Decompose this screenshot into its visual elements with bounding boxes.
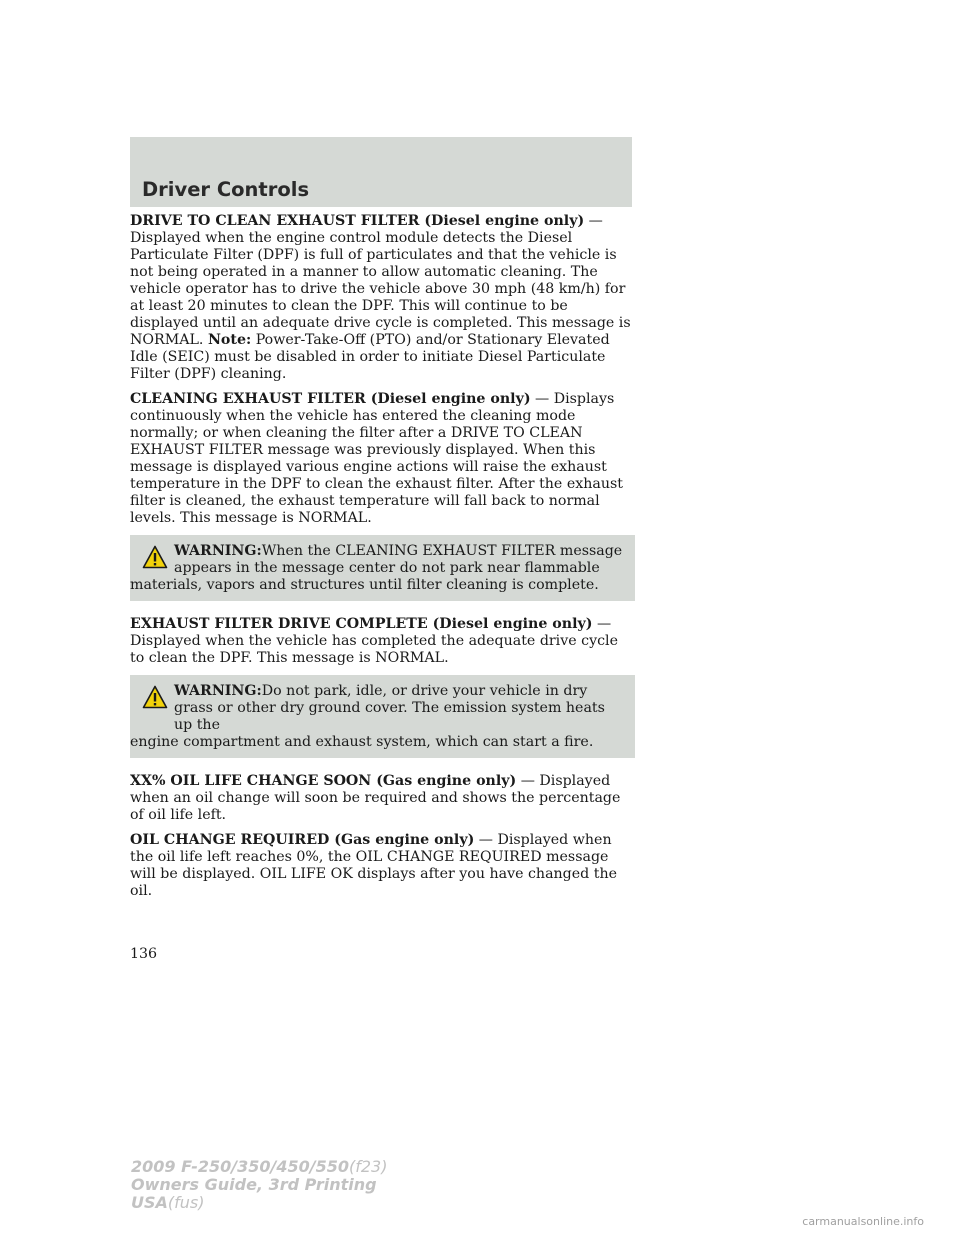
message-body: — Displayed when the engine control module detects the Diesel Particulate Filter (DPF) is full of particulates and that the vehicle is not being operated in a manner to allow automatic cleaning. The vehicle operator has to drive the vehicle above 30 mph (48 km/h) for at least 20 minutes to clean the DPF. This will continue to be displayed until an adequate drive cycle is completed. This message is NORMAL.	[130, 213, 631, 348]
warning-box	[130, 675, 635, 758]
warning-text-continued: engine compartment and exhaust system, which can start a fire.	[130, 734, 594, 750]
page-number: 136	[130, 946, 158, 962]
footer-model-code: (f23)	[349, 1157, 388, 1176]
message-body: — Displayed when the oil life left reaches 0%, the OIL CHANGE REQUIRED message will be displayed. OIL LIFE OK displays after you have changed the oil.	[130, 832, 617, 899]
paragraph-oil-life-soon	[130, 773, 635, 824]
footer-region: USA	[131, 1193, 168, 1212]
message-body: — Displayed when the vehicle has completed the adequate drive cycle to clean the DPF. This message is NORMAL.	[130, 616, 618, 666]
section-title: Driver Controls	[142, 178, 310, 201]
warning-label: WARNING:	[174, 683, 262, 699]
paragraph-oil-change-required	[130, 832, 635, 900]
warning-triangle-icon	[142, 685, 168, 709]
message-body: — Displays continuously when the vehicle has entered the cleaning mode normally; or when cleaning the filter after a DRIVE TO CLEAN EXHAUST FILTER message was previously displayed. When this message is displayed various engine actions will raise the exhaust temperature in the DPF to clean the exhaust filter. After the exhaust filter is cleaned, the exhaust temperature will fall back to normal levels. This message is NORMAL.	[130, 391, 623, 526]
message-heading: XX% OIL LIFE CHANGE SOON (Gas engine only)	[130, 773, 517, 789]
document-footer	[131, 1158, 387, 1212]
message-heading: DRIVE TO CLEAN EXHAUST FILTER (Diesel engine only)	[130, 213, 585, 229]
message-body: — Displayed when an oil change will soon be required and shows the percentage of oil life left.	[130, 773, 621, 823]
footer-guide: Owners Guide, 3rd Printing	[131, 1175, 377, 1194]
footer-region-code: (fus)	[167, 1193, 205, 1212]
page-content	[130, 213, 635, 908]
warning-box	[130, 535, 635, 601]
warning-label: WARNING:	[174, 543, 262, 559]
warning-text: Do not park, idle, or drive your vehicle in dry grass or other dry ground cover. The emission system heats up the	[174, 683, 605, 733]
message-heading: EXHAUST FILTER DRIVE COMPLETE (Diesel engine only)	[130, 616, 593, 632]
warning-text: When the CLEANING EXHAUST FILTER message appears in the message center do not park near flammable	[174, 543, 623, 576]
message-heading: OIL CHANGE REQUIRED (Gas engine only)	[130, 832, 475, 848]
warning-triangle-icon	[142, 545, 168, 569]
paragraph-cleaning-filter	[130, 391, 635, 527]
paragraph-drive-complete	[130, 616, 635, 667]
note-body: Power-Take-Off (PTO) and/or Stationary Elevated Idle (SEIC) must be disabled in order to initiate Diesel Particulate Filter (DPF) cleaning.	[130, 332, 610, 382]
warning-text-continued: materials, vapors and structures until filter cleaning is complete.	[130, 577, 599, 593]
watermark: carmanualsonline.info	[802, 1215, 924, 1228]
message-heading: CLEANING EXHAUST FILTER (Diesel engine only)	[130, 391, 531, 407]
note-label: Note:	[207, 332, 252, 348]
paragraph-drive-to-clean	[130, 213, 635, 383]
footer-model: 2009 F-250/350/450/550	[131, 1157, 349, 1176]
